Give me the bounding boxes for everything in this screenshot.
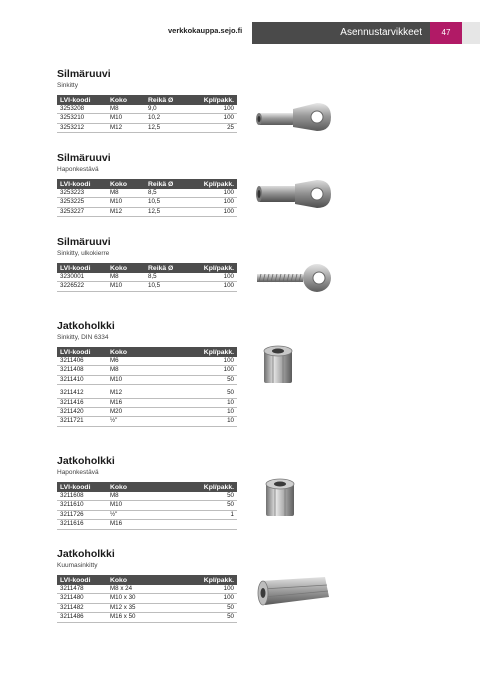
table-row [57,603,237,612]
col-header: Koko [107,263,145,273]
cell: 50 [185,492,237,501]
cell: 10,5 [145,198,185,207]
cell: M16 [107,520,185,529]
cell: 100 [185,105,237,114]
cell: ½" [107,417,185,426]
table-header-row [57,95,237,105]
col-header: Kpl/pakk. [185,347,237,357]
col-header: LVI-koodi [57,575,107,585]
site-url[interactable]: verkkokauppa.sejo.fi [168,26,243,35]
cell: M12 [107,123,145,132]
col-header: Koko [107,575,185,585]
cell: 3253223 [57,189,107,198]
cell: M12 [107,207,145,216]
table-row [57,408,237,417]
product-section-jatkoholkki-haponkestava [57,455,237,530]
col-header: Reikä Ø [145,95,185,105]
cell: M8 [107,105,145,114]
table-header-row [57,263,237,273]
cell: M20 [107,408,185,417]
cell: 3211406 [57,357,107,366]
product-table [57,575,237,623]
table-row [57,123,237,132]
cell: 3211486 [57,613,107,622]
cell: 100 [185,282,237,291]
cell: 3211478 [57,585,107,594]
cell [185,520,237,529]
section-subtitle: Sinkitty [57,82,78,89]
col-header: Reikä Ø [145,263,185,273]
table-row [57,501,237,510]
col-header: Koko [107,179,145,189]
category-banner [252,22,430,44]
coupling-nut-stainless-image [260,478,300,518]
cell: 3253210 [57,114,107,123]
cell: 3211480 [57,594,107,603]
cell: 3226522 [57,282,107,291]
table-header-row [57,482,237,492]
table-header-row [57,575,237,585]
cell: M10 [107,375,185,384]
cell: 3211412 [57,389,107,398]
cell: M16 [107,398,185,407]
cell: 100 [185,114,237,123]
table-row [57,366,237,375]
section-subtitle: Sinkitty, DIN 6334 [57,334,109,341]
section-title: Silmäruuvi [57,236,111,248]
product-section-jatkoholkki-kuumasinkitty [57,548,237,623]
table-row [57,585,237,594]
col-header: LVI-koodi [57,179,107,189]
cell: 50 [185,603,237,612]
table-row [57,207,237,216]
col-header: Kpl/pakk. [185,179,237,189]
table-row [57,357,237,366]
product-table [57,263,237,292]
section-title: Silmäruuvi [57,152,111,164]
eye-bolt-stainless-image [255,172,335,217]
section-title: Silmäruuvi [57,68,111,80]
cell: ½" [107,510,185,519]
long-coupling-nut-image [255,575,335,610]
cell: 3253227 [57,207,107,216]
table-row [57,105,237,114]
page-number: 47 [441,28,451,37]
cell: 3230001 [57,273,107,282]
product-section-silmaruuvi-sinkitty [57,68,237,133]
section-subtitle: Haponkestävä [57,469,99,476]
table-row [57,510,237,519]
cell: 10 [185,408,237,417]
section-subtitle: Sinkitty, ulkokierre [57,250,110,257]
cell: M8 [107,273,145,282]
cell: 3211408 [57,366,107,375]
cell: 3211721 [57,417,107,426]
cell: M8 x 24 [107,585,185,594]
eye-bolt-image [255,95,335,140]
cell: 50 [185,501,237,510]
cell: 3211410 [57,375,107,384]
page-number-badge [430,22,462,44]
product-table [57,179,237,217]
section-subtitle: Haponkestävä [57,166,99,173]
cell: M8 [107,189,145,198]
category-title: Asennustarvikkeet [340,27,422,38]
cell: 10,2 [145,114,185,123]
col-header: LVI-koodi [57,95,107,105]
cell: 3211616 [57,520,107,529]
cell: 3253208 [57,105,107,114]
table-row [57,389,237,398]
cell: M10 [107,114,145,123]
cell: 10 [185,417,237,426]
product-section-silmaruuvi-ulkokierre [57,236,237,292]
section-title: Jatkoholkki [57,548,115,560]
col-header: Koko [107,347,185,357]
cell: 12,5 [145,207,185,216]
table-row [57,492,237,501]
cell: M8 [107,366,185,375]
cell: M16 x 50 [107,613,185,622]
cell: 3211608 [57,492,107,501]
cell: 3211610 [57,501,107,510]
cell: 100 [185,366,237,375]
cell: 100 [185,594,237,603]
cell: 3253212 [57,123,107,132]
col-header: LVI-koodi [57,347,107,357]
table-row [57,520,237,529]
section-title: Jatkoholkki [57,320,115,332]
col-header: LVI-koodi [57,263,107,273]
cell: 10,5 [145,282,185,291]
product-table [57,347,237,427]
table-row [57,198,237,207]
cell: M12 [107,389,185,398]
cell: 3211420 [57,408,107,417]
cell: 100 [185,273,237,282]
table-row [57,417,237,426]
col-header: Koko [107,482,185,492]
table-row [57,594,237,603]
cell: 9,0 [145,105,185,114]
cell: M6 [107,357,185,366]
eye-bolt-threaded-image [255,258,335,298]
col-header: Kpl/pakk. [185,95,237,105]
coupling-nut-image [258,345,298,385]
col-header: Reikä Ø [145,179,185,189]
cell: 10 [185,398,237,407]
cell: 3253225 [57,198,107,207]
section-title: Jatkoholkki [57,455,115,467]
table-row [57,375,237,384]
table-row [57,282,237,291]
cell: 3211482 [57,603,107,612]
col-header: Kpl/pakk. [185,263,237,273]
cell: 100 [185,207,237,216]
table-header-row [57,179,237,189]
table-header-row [57,347,237,357]
table-row [57,189,237,198]
product-table [57,95,237,133]
col-header: LVI-koodi [57,482,107,492]
cell: 50 [185,613,237,622]
cell: 100 [185,189,237,198]
cell: 100 [185,585,237,594]
table-row [57,613,237,622]
cell: M10 [107,501,185,510]
cell: M8 [107,492,185,501]
cell: 3211726 [57,510,107,519]
product-section-silmaruuvi-haponkestava [57,152,237,217]
cell: 25 [185,123,237,132]
cell: 12,5 [145,123,185,132]
cell: M10 [107,198,145,207]
cell: 3211416 [57,398,107,407]
cell: 100 [185,198,237,207]
table-row [57,114,237,123]
cell: M10 x 30 [107,594,185,603]
cell: M12 x 35 [107,603,185,612]
cell: 50 [185,375,237,384]
cell: M10 [107,282,145,291]
col-header: Kpl/pakk. [185,482,237,492]
cell: 50 [185,389,237,398]
section-subtitle: Kuumasinkitty [57,562,98,569]
product-section-jatkoholkki-sinkitty [57,320,237,427]
cell: 100 [185,357,237,366]
cell: 8,5 [145,189,185,198]
table-row [57,398,237,407]
cell: 8,5 [145,273,185,282]
table-row [57,273,237,282]
col-header: Koko [107,95,145,105]
cell: 1 [185,510,237,519]
col-header: Kpl/pakk. [185,575,237,585]
product-table [57,482,237,530]
